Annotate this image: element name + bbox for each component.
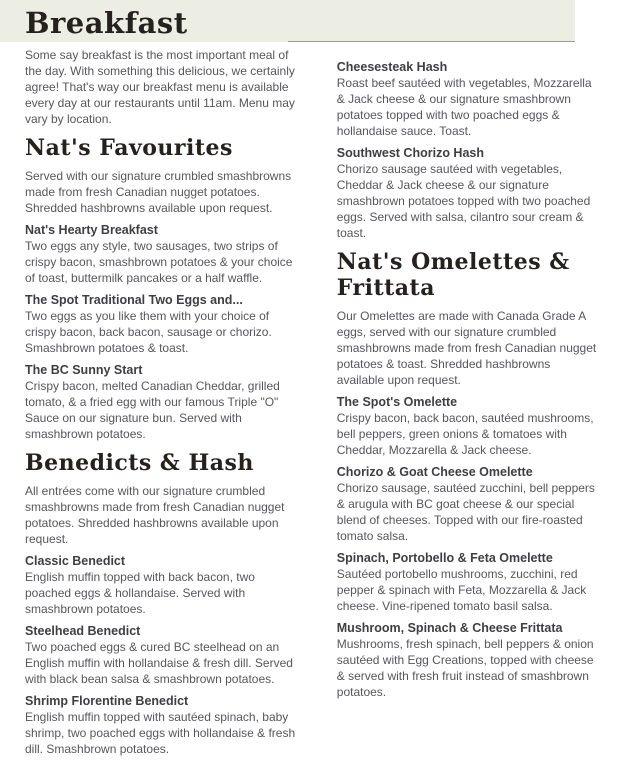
menu-item-name: Mushroom, Spinach & Cheese Frittata (336, 621, 563, 635)
menu-item-description: English muffin topped with sautéed spinach, baby shrimp, two poached eggs with hollandaise & fresh dill. Smashbrown potatoes. (25, 710, 296, 756)
menu-item-spot-traditional-two-eggs (25, 292, 301, 356)
menu-item-name: Nat's Hearty Breakfast (25, 223, 158, 237)
menu-item-name: Southwest Chorizo Hash (336, 146, 484, 160)
menu-item-name: The Spot's Omelette (336, 395, 458, 409)
menu-item-name: Cheesesteak Hash (336, 60, 448, 74)
menu-item-mushroom-spinach-cheese-frittata (337, 620, 597, 700)
menu-item-spots-omelette (337, 394, 597, 458)
section-note-benedicts: All entrées come with our signature crumbled smashbrowns made from fresh Canadian nugget potatoes. Shredded hashbrowns available upon request. (25, 484, 285, 546)
menu-item-name: Spinach, Portobello & Feta Omelette (336, 551, 553, 565)
section-title-omelettes: Nat's Omelettes & Frittata (336, 249, 570, 301)
page-title: Breakfast (25, 6, 188, 40)
menu-item-description: Crispy bacon, melted Canadian Cheddar, grilled tomato, & a fried egg with our famous Triple "O" Sauce on our signature bun. Served with smashbrown potatoes. (25, 379, 280, 441)
left-column (25, 42, 301, 763)
menu-item-chorizo-goat-cheese-omelette (337, 464, 597, 544)
menu-item-nats-hearty-breakfast (25, 222, 301, 286)
menu-content (25, 42, 597, 763)
menu-item-description: Chorizo sausage sautéed with vegetables, Cheddar & Jack cheese & our signature smashbrown potatoes topped with two poached eggs. Served with salsa, cilantro sour cream & toast. (336, 162, 591, 240)
right-column (337, 42, 597, 763)
menu-item-shrimp-florentine-benedict (25, 693, 301, 757)
section-note-omelettes: Our Omelettes are made with Canada Grade A eggs, served with our signature crumbled smashbrowns made from fresh Canadian nugget potatoes & toast. Shredded hashbrowns available upon request. (336, 309, 597, 387)
menu-item-spinach-portobello-feta-omelette (337, 550, 597, 614)
menu-item-description: Two poached eggs & cured BC steelhead on an English muffin with hollandaise & fresh dill. Served with black bean salsa & smashbrown potatoes. (25, 640, 293, 686)
menu-item-bc-sunny-start (25, 362, 301, 442)
section-title-favourites: Nat's Favourites (25, 135, 233, 161)
menu-item-southwest-chorizo-hash (337, 145, 597, 241)
menu-item-description: Roast beef sautéed with vegetables, Mozzarella & Jack cheese & our signature smashbrown potatoes topped with two poached eggs & hollandaise sauce. Toast. (336, 76, 592, 138)
section-note-favourites: Served with our signature crumbled smashbrowns made from fresh Canadian nugget potatoes. Shredded hashbrowns available upon request. (25, 169, 292, 215)
menu-item-name: The Spot Traditional Two Eggs and... (25, 293, 243, 307)
menu-item-description: Two eggs any style, two sausages, two strips of crispy bacon, smashbrown potatoes & your choice of toast, buttermilk pancakes or a half waffle. (25, 239, 293, 285)
menu-item-description: Two eggs as you like them with your choice of crispy bacon, back bacon, sausage or chorizo. Smashbrown potatoes & toast. (25, 309, 272, 355)
menu-item-description: Crispy bacon, back bacon, sautéed mushrooms, bell peppers, green onions & tomatoes with Cheddar, Mozzarella & Jack cheese. (336, 411, 594, 457)
menu-item-description: Sautéed portobello mushrooms, zucchini, red pepper & spinach with Feta, Mozzarella & Jack cheese. Vine-ripened tomato basil salsa. (336, 567, 587, 613)
intro-paragraph: Some say breakfast is the most important meal of the day. With something this delicious, we certainly agree! That's way our breakfast menu is available every day at our restaurants until 11am. Menu may vary by location. (25, 48, 295, 126)
menu-item-name: The BC Sunny Start (25, 363, 143, 377)
menu-item-steelhead-benedict (25, 623, 301, 687)
menu-item-cheesesteak-hash (337, 59, 597, 139)
menu-item-name: Shrimp Florentine Benedict (25, 694, 189, 708)
menu-item-description: Chorizo sausage, sautéed zucchini, bell peppers & arugula with BC goat cheese & our special blend of cheeses. Topped with our fire-roasted tomato salsa. (336, 481, 595, 543)
page-header (0, 0, 575, 42)
menu-item-description: English muffin topped with back bacon, two poached eggs & hollandaise. Served with smashbrown potatoes. (25, 570, 255, 616)
menu-item-name: Chorizo & Goat Cheese Omelette (336, 465, 533, 479)
section-title-benedicts: Benedicts & Hash (25, 450, 254, 476)
menu-item-description: Mushrooms, fresh spinach, bell peppers & onion sautéed with Egg Creations, topped with cheese & served with fresh fruit instead of smashbrown potatoes. (336, 637, 594, 699)
menu-item-name: Classic Benedict (25, 554, 126, 568)
menu-item-classic-benedict (25, 553, 301, 617)
menu-item-name: Steelhead Benedict (25, 624, 141, 638)
